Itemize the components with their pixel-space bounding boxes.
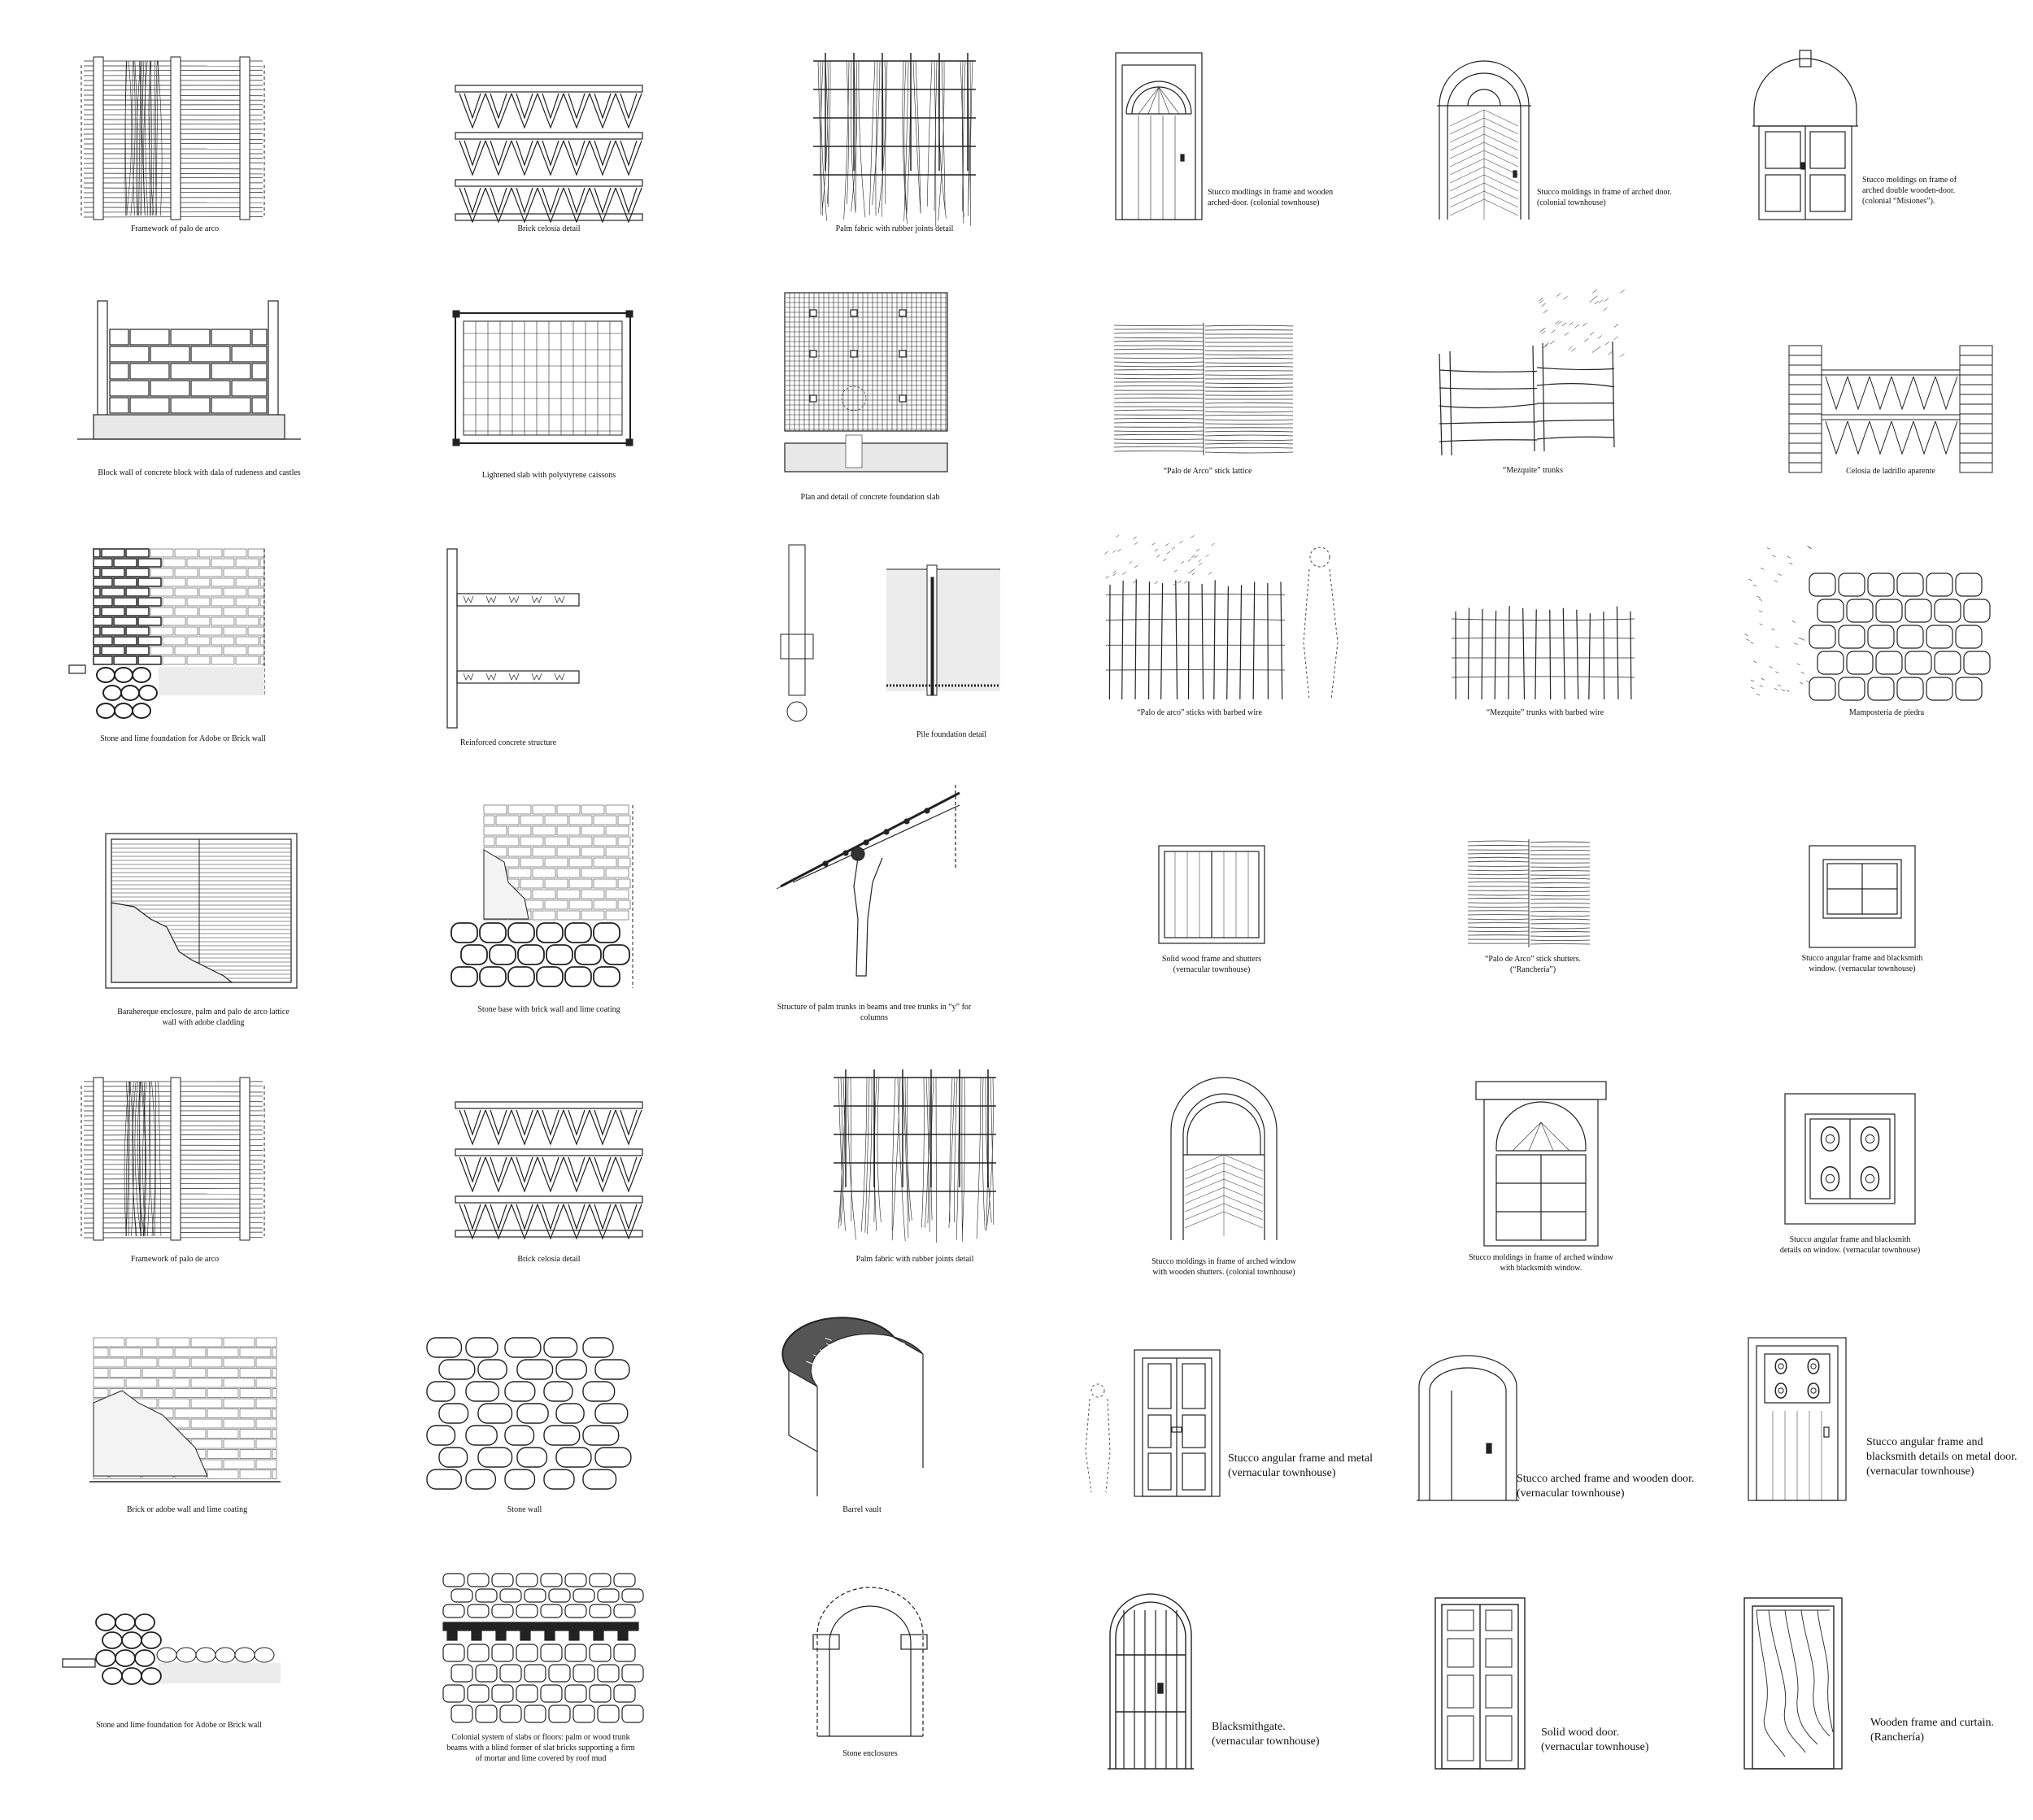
barbed-fence-illustration <box>1102 537 1354 708</box>
caption: Lightened slab with polystyrene caissons <box>481 471 616 480</box>
caption: Stucco moldings on frame of arched double wooden-door. (colonial “Misiones”). <box>1862 176 1957 206</box>
drawing-metal-door-angular <box>1065 1346 1373 1500</box>
palm-fabric-illustration <box>809 49 980 224</box>
caption: Stucco angular frame and blacksmith window. (vernacular townhouse) <box>1801 954 1923 973</box>
drawing-blacksmith-gate <box>1106 1590 1374 1773</box>
reinforced-concrete-illustration <box>443 545 581 740</box>
drawing-arched-door-2 <box>1435 57 1696 224</box>
drawing-arched-wooden-door <box>1415 1354 1695 1504</box>
drawing-barrel-vault <box>781 1305 943 1514</box>
drawing-reinforced-concrete <box>443 545 581 747</box>
drawing-palm-fabric <box>809 49 980 233</box>
drawing-pile-foundation <box>777 541 1004 740</box>
barrel-vault-illustration <box>781 1305 943 1504</box>
caption: Solid wood frame and shutters (vernacular townhouse) <box>1161 955 1262 974</box>
drawing-stone-lime-foundation-2 <box>61 1606 289 1730</box>
caption: Stucco angular frame and metal (vernacular townhouse) <box>1228 1452 1373 1480</box>
foundation-slab-illustration <box>781 289 960 492</box>
blacksmith-details-illustration <box>1781 1090 1919 1228</box>
drawing-solid-wood-door <box>1431 1594 1700 1773</box>
drawing-framework-palo-de-arco-2 <box>77 1073 272 1264</box>
caption: Stone wall <box>507 1505 542 1514</box>
caption: Reinforced concrete structure <box>459 738 557 747</box>
caption: Brick celosia detail <box>517 224 581 233</box>
caption: Stucco modlings in frame and wooden arched-door. (colonial townhouse) <box>1208 188 1334 207</box>
drawing-stone-enclosures <box>801 1586 939 1758</box>
caption: Mampostería de piedra <box>1848 708 1925 717</box>
caption: Stone and lime foundation for Adobe or Brick wall <box>100 734 266 743</box>
drawing-block-wall <box>77 297 313 477</box>
caption: Brick or adobe wall and lime coating <box>126 1505 248 1514</box>
caption: Pile foundation detail <box>916 730 987 739</box>
drawing-palm-fabric-2 <box>829 1065 1000 1264</box>
caption: Solid wood door. (vernacular townhouse) <box>1541 1726 1649 1754</box>
brick-celosia-illustration <box>451 77 646 224</box>
caption: Palm fabric with rubber joints detail <box>835 224 954 233</box>
drawing-celosia-ladrillo <box>1785 342 1996 476</box>
caption: Stone enclosures <box>842 1749 898 1758</box>
framework-illustration <box>77 1073 272 1244</box>
caption: “Mezquite” trunks <box>1502 466 1564 475</box>
caption: “Palo de Arco” stick lattice <box>1163 467 1252 476</box>
palm-fabric-illustration <box>829 1065 1000 1240</box>
caption: Plan and detail of concrete foundation slab <box>800 493 940 502</box>
drawing-colonial-slabs <box>439 1570 642 1763</box>
stone-wall-illustration <box>423 1334 626 1496</box>
caption: Stucco angular frame and blacksmith details on metal door. (vernacular townhouse) <box>1866 1436 2018 1478</box>
arched-window-illustration <box>1167 1073 1281 1244</box>
blacksmith-window-illustration <box>1805 842 1919 956</box>
mamposteria-illustration <box>1740 541 1992 708</box>
pile-foundation-illustration <box>777 541 1004 740</box>
caption: “Mezquite” trunks with barbed wire <box>1486 708 1604 717</box>
drawing-stone-wall <box>423 1334 626 1514</box>
caption: “Palo de Arco” stick shutters. (“Ranchería”) <box>1484 955 1582 974</box>
drawing-stone-base-brick <box>447 801 642 1014</box>
drawing-palm-trunks-structure <box>777 781 972 1022</box>
arched-blacksmith-window-illustration <box>1472 1078 1610 1248</box>
mezquite-illustration <box>1435 293 1622 472</box>
caption: Barahereque enclosure, palm and palo de arco lattice wall with adobe cladding <box>117 1008 289 1027</box>
drawing-palo-arco-barbed <box>1102 537 1354 717</box>
wooden-curtain-illustration <box>1740 1594 2021 1773</box>
stone-enclosures-illustration <box>801 1586 939 1744</box>
caption: Framework of palo de arco <box>130 1255 220 1264</box>
drawing-barahereque <box>102 829 305 1027</box>
drawing-brick-celosia-2 <box>451 1094 646 1264</box>
brick-adobe-illustration <box>89 1334 285 1488</box>
colonial-slabs-illustration <box>439 1570 642 1732</box>
drawing-mamposteria-piedra <box>1740 541 1992 717</box>
caption: “Palo de arco” sticks with barbed wire <box>1137 708 1262 717</box>
drawing-arched-double-door <box>1752 49 2021 224</box>
caption: Framework of palo de arco <box>130 224 220 233</box>
drawing-foundation-slab <box>781 289 960 502</box>
caption: Structure of palm trunks in beams and tree trunks in “y” for columns <box>777 1003 972 1022</box>
drawing-lightened-slab <box>451 309 646 480</box>
drawing-wooden-curtain <box>1740 1594 2021 1773</box>
caption: Wooden frame and curtain. (Ranchería) <box>1870 1717 1995 1744</box>
caption: Stone and lime foundation for Adobe or Brick wall <box>96 1721 262 1730</box>
caption: Stucco moldings in frame of arched door. (colonial townhouse) <box>1537 188 1672 207</box>
brick-celosia-illustration <box>451 1094 646 1240</box>
drawing-blacksmith-window <box>1801 842 1923 973</box>
drawing-framework-palo-de-arco <box>77 53 272 233</box>
drawing-arched-window-blacksmith <box>1469 1078 1613 1273</box>
drawing-arched-window-shutters <box>1151 1073 1296 1277</box>
caption: Stone base with brick wall and lime coating <box>477 1005 620 1014</box>
lightened-slab-illustration <box>451 309 646 472</box>
barahereque-illustration <box>102 829 305 1008</box>
caption: Palm fabric with rubber joints detail <box>855 1255 974 1264</box>
caption: Blacksmithgate. (vernacular townhouse) <box>1212 1721 1320 1748</box>
block-wall-illustration <box>77 297 313 472</box>
mezquite-barbed-illustration <box>1447 573 1643 708</box>
wood-shutters-illustration <box>1155 842 1269 956</box>
palm-trunks-illustration <box>777 781 972 1004</box>
stone-foundation-illustration <box>65 545 276 736</box>
stick-lattice-illustration <box>1110 321 1305 472</box>
caption: Barrel vault <box>842 1505 882 1514</box>
drawing-brick-celosia <box>451 77 646 233</box>
caption: Stucco arched frame and wooden door. (vernacular townhouse) <box>1517 1473 1695 1500</box>
celosia-ladrillo-illustration <box>1785 342 1996 472</box>
drawing-stick-shutters <box>1464 838 1602 974</box>
drawing-metal-door-blacksmith <box>1744 1334 2021 1504</box>
caption: Colonial system of slabs or floors: palm or wood trunk beams with a blind former of slat bricks supporting a firm of mortar and lime covered by roof mud <box>446 1733 635 1763</box>
caption: Block wall of concrete block with dala of rudeness and castles <box>98 468 301 477</box>
drawing-mezquite-trunks <box>1435 293 1622 475</box>
caption: Stucco moldings in frame of arched window with wooden shutters. (colonial townhouse) <box>1151 1257 1296 1277</box>
stick-shutters-illustration <box>1464 838 1602 956</box>
caption: Celosía de ladrillo aparente <box>1846 467 1935 476</box>
drawing-arched-door-1 <box>1114 49 1374 224</box>
drawing-mezquite-barbed <box>1447 573 1643 717</box>
stone-foundation-illustration <box>61 1606 289 1700</box>
caption: Stucco angular frame and blacksmith details on window. (vernacular townhouse) <box>1779 1235 1921 1255</box>
stone-base-illustration <box>447 801 642 1004</box>
caption: Stucco moldings in frame of arched window with blacksmith window. <box>1469 1253 1613 1273</box>
drawing-window-blacksmith-details <box>1779 1090 1921 1255</box>
framework-illustration <box>77 53 272 224</box>
caption: Brick celosia detail <box>517 1255 581 1264</box>
drawing-palo-de-arco-lattice <box>1110 321 1305 476</box>
drawing-brick-adobe-wall <box>89 1334 285 1514</box>
drawing-solid-wood-shutters <box>1155 842 1269 974</box>
drawing-stone-lime-foundation <box>65 545 276 743</box>
